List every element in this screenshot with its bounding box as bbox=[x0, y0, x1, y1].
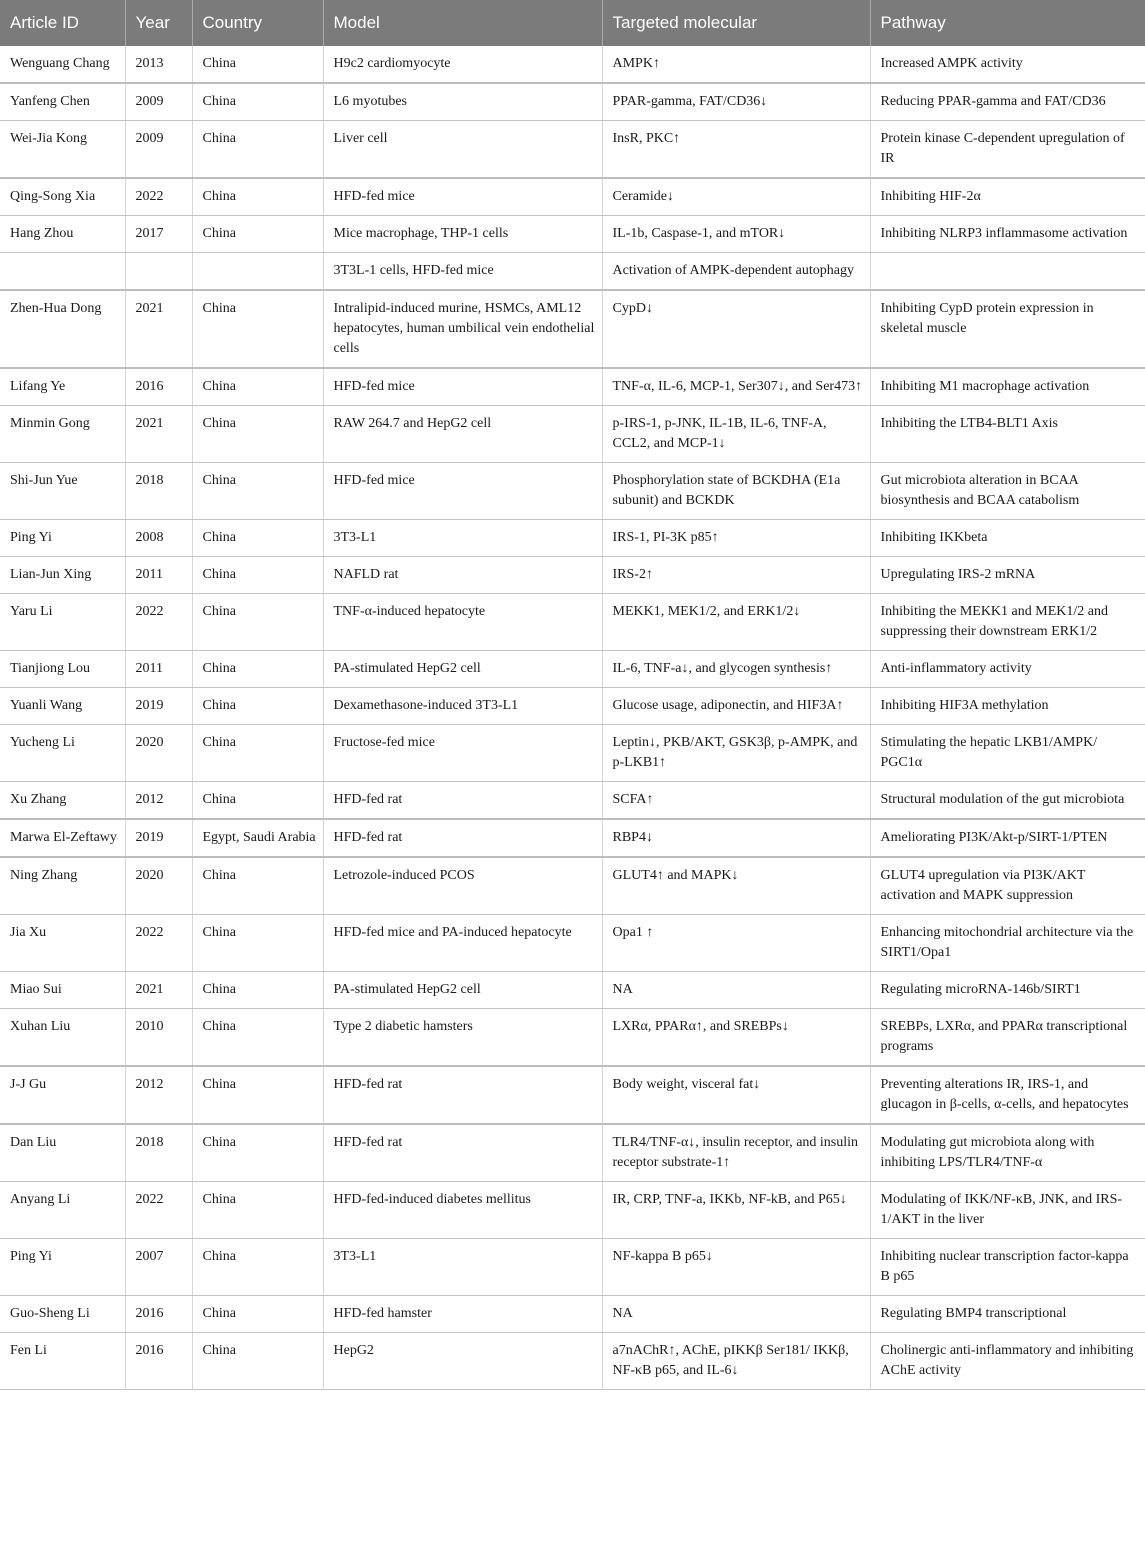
cell-model: HFD-fed rat bbox=[323, 782, 602, 820]
cell-year: 2011 bbox=[125, 651, 192, 688]
cell-country bbox=[192, 253, 323, 291]
cell-article-id: Fen Li bbox=[0, 1333, 125, 1390]
cell-country: China bbox=[192, 463, 323, 520]
header-year: Year bbox=[125, 0, 192, 46]
cell-country: China bbox=[192, 178, 323, 216]
cell-country: China bbox=[192, 368, 323, 406]
cell-year: 2011 bbox=[125, 557, 192, 594]
table-row bbox=[0, 972, 1145, 1009]
cell-article-id: Miao Sui bbox=[0, 972, 125, 1009]
cell-country: China bbox=[192, 216, 323, 253]
cell-targeted-molecular: Opa1 ↑ bbox=[602, 915, 870, 972]
table-row bbox=[0, 1239, 1145, 1296]
cell-targeted-molecular: CypD↓ bbox=[602, 290, 870, 368]
cell-pathway: Stimulating the hepatic LKB1/AMPK/ PGC1α bbox=[870, 725, 1145, 782]
cell-model: RAW 264.7 and HepG2 cell bbox=[323, 406, 602, 463]
cell-country: China bbox=[192, 1009, 323, 1067]
cell-pathway: Reducing PPAR-gamma and FAT/CD36 bbox=[870, 83, 1145, 121]
cell-targeted-molecular: GLUT4↑ and MAPK↓ bbox=[602, 857, 870, 915]
cell-year: 2008 bbox=[125, 520, 192, 557]
cell-year bbox=[125, 253, 192, 291]
table-row bbox=[0, 1333, 1145, 1390]
table-row bbox=[0, 463, 1145, 520]
cell-year: 2022 bbox=[125, 178, 192, 216]
cell-country: Egypt, Saudi Arabia bbox=[192, 819, 323, 857]
cell-article-id: Guo-Sheng Li bbox=[0, 1296, 125, 1333]
cell-article-id: Qing-Song Xia bbox=[0, 178, 125, 216]
table-row bbox=[0, 557, 1145, 594]
cell-model: Mice macrophage, THP-1 cells bbox=[323, 216, 602, 253]
cell-year: 2017 bbox=[125, 216, 192, 253]
cell-year: 2022 bbox=[125, 594, 192, 651]
table-row bbox=[0, 1182, 1145, 1239]
cell-article-id: Yaru Li bbox=[0, 594, 125, 651]
cell-targeted-molecular: Phosphorylation state of BCKDHA (E1a subunit) and BCKDK bbox=[602, 463, 870, 520]
table-row bbox=[0, 1009, 1145, 1067]
cell-year: 2021 bbox=[125, 972, 192, 1009]
cell-country: China bbox=[192, 1124, 323, 1182]
table-row bbox=[0, 819, 1145, 857]
cell-model: TNF-α-induced hepatocyte bbox=[323, 594, 602, 651]
cell-country: China bbox=[192, 83, 323, 121]
cell-targeted-molecular: IRS-2↑ bbox=[602, 557, 870, 594]
cell-targeted-molecular: Ceramide↓ bbox=[602, 178, 870, 216]
cell-year: 2021 bbox=[125, 406, 192, 463]
cell-year: 2013 bbox=[125, 46, 192, 83]
cell-model: Dexamethasone-induced 3T3-L1 bbox=[323, 688, 602, 725]
cell-country: China bbox=[192, 782, 323, 820]
cell-year: 2020 bbox=[125, 725, 192, 782]
header-article-id: Article ID bbox=[0, 0, 125, 46]
table-row bbox=[0, 594, 1145, 651]
cell-article-id: Marwa El-Zeftawy bbox=[0, 819, 125, 857]
cell-targeted-molecular: NA bbox=[602, 972, 870, 1009]
cell-year: 2018 bbox=[125, 1124, 192, 1182]
table-row bbox=[0, 46, 1145, 83]
cell-model: PA-stimulated HepG2 cell bbox=[323, 972, 602, 1009]
cell-article-id: Dan Liu bbox=[0, 1124, 125, 1182]
cell-model: L6 myotubes bbox=[323, 83, 602, 121]
cell-country: China bbox=[192, 688, 323, 725]
cell-country: China bbox=[192, 725, 323, 782]
cell-model: HFD-fed-induced diabetes mellitus bbox=[323, 1182, 602, 1239]
cell-article-id: Jia Xu bbox=[0, 915, 125, 972]
cell-model: HFD-fed rat bbox=[323, 1066, 602, 1124]
cell-article-id: Wei-Jia Kong bbox=[0, 121, 125, 179]
cell-year: 2012 bbox=[125, 1066, 192, 1124]
cell-pathway: Preventing alterations IR, IRS-1, and glucagon in β-cells, α-cells, and hepatocytes bbox=[870, 1066, 1145, 1124]
cell-pathway: Upregulating IRS-2 mRNA bbox=[870, 557, 1145, 594]
cell-targeted-molecular: NA bbox=[602, 1296, 870, 1333]
cell-model: PA-stimulated HepG2 cell bbox=[323, 651, 602, 688]
cell-year: 2016 bbox=[125, 368, 192, 406]
cell-pathway: Cholinergic anti-inflammatory and inhibiting AChE activity bbox=[870, 1333, 1145, 1390]
cell-article-id: Minmin Gong bbox=[0, 406, 125, 463]
cell-article-id: Xu Zhang bbox=[0, 782, 125, 820]
cell-year: 2022 bbox=[125, 915, 192, 972]
cell-model: HFD-fed mice bbox=[323, 368, 602, 406]
cell-country: China bbox=[192, 1296, 323, 1333]
cell-year: 2022 bbox=[125, 1182, 192, 1239]
cell-model: HFD-fed rat bbox=[323, 819, 602, 857]
cell-pathway: Inhibiting nuclear transcription factor-kappa B p65 bbox=[870, 1239, 1145, 1296]
cell-article-id: Lifang Ye bbox=[0, 368, 125, 406]
cell-pathway: Increased AMPK activity bbox=[870, 46, 1145, 83]
cell-country: China bbox=[192, 290, 323, 368]
cell-country: China bbox=[192, 46, 323, 83]
cell-targeted-molecular: Leptin↓, PKB/AKT, GSK3β, p-AMPK, and p-LKB1↑ bbox=[602, 725, 870, 782]
cell-pathway: Inhibiting M1 macrophage activation bbox=[870, 368, 1145, 406]
cell-pathway bbox=[870, 253, 1145, 291]
cell-targeted-molecular: TNF-α, IL-6, MCP-1, Ser307↓, and Ser473↑ bbox=[602, 368, 870, 406]
cell-country: China bbox=[192, 520, 323, 557]
cell-article-id: Zhen-Hua Dong bbox=[0, 290, 125, 368]
table-row bbox=[0, 121, 1145, 179]
cell-country: China bbox=[192, 557, 323, 594]
cell-article-id: Yanfeng Chen bbox=[0, 83, 125, 121]
table-row bbox=[0, 216, 1145, 253]
cell-article-id: Ping Yi bbox=[0, 520, 125, 557]
cell-pathway: Inhibiting HIF3A methylation bbox=[870, 688, 1145, 725]
cell-year: 2019 bbox=[125, 688, 192, 725]
table-row bbox=[0, 1296, 1145, 1333]
cell-pathway: Modulating of IKK/NF-κB, JNK, and IRS-1/AKT in the liver bbox=[870, 1182, 1145, 1239]
table-row bbox=[0, 178, 1145, 216]
cell-targeted-molecular: LXRα, PPARα↑, and SREBPs↓ bbox=[602, 1009, 870, 1067]
header-country: Country bbox=[192, 0, 323, 46]
cell-targeted-molecular: AMPK↑ bbox=[602, 46, 870, 83]
table-row bbox=[0, 83, 1145, 121]
cell-country: China bbox=[192, 1182, 323, 1239]
table-body bbox=[0, 46, 1145, 1390]
cell-targeted-molecular: RBP4↓ bbox=[602, 819, 870, 857]
cell-country: China bbox=[192, 594, 323, 651]
cell-year: 2007 bbox=[125, 1239, 192, 1296]
cell-targeted-molecular: SCFA↑ bbox=[602, 782, 870, 820]
cell-year: 2012 bbox=[125, 782, 192, 820]
table-row bbox=[0, 725, 1145, 782]
cell-model: Fructose-fed mice bbox=[323, 725, 602, 782]
cell-article-id bbox=[0, 253, 125, 291]
cell-pathway: Modulating gut microbiota along with inhibiting LPS/TLR4/TNF-α bbox=[870, 1124, 1145, 1182]
cell-pathway: Inhibiting HIF-2α bbox=[870, 178, 1145, 216]
table-row bbox=[0, 520, 1145, 557]
cell-country: China bbox=[192, 857, 323, 915]
cell-model: HFD-fed hamster bbox=[323, 1296, 602, 1333]
cell-country: China bbox=[192, 1239, 323, 1296]
cell-year: 2018 bbox=[125, 463, 192, 520]
cell-article-id: Tianjiong Lou bbox=[0, 651, 125, 688]
cell-targeted-molecular: IL-1b, Caspase-1, and mTOR↓ bbox=[602, 216, 870, 253]
cell-year: 2016 bbox=[125, 1296, 192, 1333]
cell-year: 2010 bbox=[125, 1009, 192, 1067]
cell-targeted-molecular: IR, CRP, TNF-a, IKKb, NF-kB, and P65↓ bbox=[602, 1182, 870, 1239]
cell-model: Type 2 diabetic hamsters bbox=[323, 1009, 602, 1067]
table-row bbox=[0, 857, 1145, 915]
cell-model: HFD-fed mice bbox=[323, 463, 602, 520]
cell-targeted-molecular: IRS-1, PI-3K p85↑ bbox=[602, 520, 870, 557]
cell-year: 2021 bbox=[125, 290, 192, 368]
cell-model: Letrozole-induced PCOS bbox=[323, 857, 602, 915]
cell-pathway: Inhibiting the LTB4-BLT1 Axis bbox=[870, 406, 1145, 463]
cell-country: China bbox=[192, 406, 323, 463]
cell-year: 2009 bbox=[125, 121, 192, 179]
cell-targeted-molecular: Body weight, visceral fat↓ bbox=[602, 1066, 870, 1124]
cell-country: China bbox=[192, 1066, 323, 1124]
cell-article-id: Yuanli Wang bbox=[0, 688, 125, 725]
cell-pathway: Inhibiting CypD protein expression in skeletal muscle bbox=[870, 290, 1145, 368]
cell-targeted-molecular: Activation of AMPK-dependent autophagy bbox=[602, 253, 870, 291]
cell-targeted-molecular: MEKK1, MEK1/2, and ERK1/2↓ bbox=[602, 594, 870, 651]
table-row bbox=[0, 915, 1145, 972]
cell-model: NAFLD rat bbox=[323, 557, 602, 594]
cell-article-id: Hang Zhou bbox=[0, 216, 125, 253]
cell-pathway: Gut microbiota alteration in BCAA biosynthesis and BCAA catabolism bbox=[870, 463, 1145, 520]
cell-article-id: Xuhan Liu bbox=[0, 1009, 125, 1067]
cell-pathway: Regulating microRNA-146b/SIRT1 bbox=[870, 972, 1145, 1009]
cell-targeted-molecular: Glucose usage, adiponectin, and HIF3A↑ bbox=[602, 688, 870, 725]
cell-pathway: Structural modulation of the gut microbiota bbox=[870, 782, 1145, 820]
header-model: Model bbox=[323, 0, 602, 46]
table-row bbox=[0, 1124, 1145, 1182]
header-row bbox=[0, 0, 1145, 46]
table-header bbox=[0, 0, 1145, 46]
table-row bbox=[0, 782, 1145, 820]
cell-pathway: Protein kinase C-dependent upregulation of IR bbox=[870, 121, 1145, 179]
table-row bbox=[0, 688, 1145, 725]
table-row bbox=[0, 368, 1145, 406]
cell-model: HFD-fed rat bbox=[323, 1124, 602, 1182]
cell-country: China bbox=[192, 1333, 323, 1390]
cell-model: Liver cell bbox=[323, 121, 602, 179]
cell-year: 2020 bbox=[125, 857, 192, 915]
cell-country: China bbox=[192, 972, 323, 1009]
cell-article-id: Ning Zhang bbox=[0, 857, 125, 915]
table-row bbox=[0, 290, 1145, 368]
cell-targeted-molecular: p-IRS-1, p-JNK, IL-1B, IL-6, TNF-A, CCL2, and MCP-1↓ bbox=[602, 406, 870, 463]
cell-article-id: Yucheng Li bbox=[0, 725, 125, 782]
cell-model: 3T3L-1 cells, HFD-fed mice bbox=[323, 253, 602, 291]
cell-article-id: Lian-Jun Xing bbox=[0, 557, 125, 594]
cell-model: HepG2 bbox=[323, 1333, 602, 1390]
cell-targeted-molecular: a7nAChR↑, AChE, pIKKβ Ser181/ IKKβ, NF-κB p65, and IL-6↓ bbox=[602, 1333, 870, 1390]
table-row bbox=[0, 253, 1145, 291]
cell-pathway: Inhibiting IKKbeta bbox=[870, 520, 1145, 557]
cell-country: China bbox=[192, 915, 323, 972]
table-row bbox=[0, 651, 1145, 688]
cell-year: 2016 bbox=[125, 1333, 192, 1390]
header-targeted-molecular: Targeted molecular bbox=[602, 0, 870, 46]
cell-targeted-molecular: InsR, PKC↑ bbox=[602, 121, 870, 179]
cell-targeted-molecular: IL-6, TNF-a↓, and glycogen synthesis↑ bbox=[602, 651, 870, 688]
cell-model: HFD-fed mice bbox=[323, 178, 602, 216]
cell-year: 2009 bbox=[125, 83, 192, 121]
cell-article-id: Wenguang Chang bbox=[0, 46, 125, 83]
cell-model: HFD-fed mice and PA-induced hepatocyte bbox=[323, 915, 602, 972]
cell-pathway: Regulating BMP4 transcriptional bbox=[870, 1296, 1145, 1333]
cell-article-id: Anyang Li bbox=[0, 1182, 125, 1239]
cell-model: H9c2 cardiomyocyte bbox=[323, 46, 602, 83]
cell-article-id: Shi-Jun Yue bbox=[0, 463, 125, 520]
table-row bbox=[0, 1066, 1145, 1124]
cell-model: Intralipid-induced murine, HSMCs, AML12 hepatocytes, human umbilical vein endothelial cells bbox=[323, 290, 602, 368]
cell-targeted-molecular: PPAR-gamma, FAT/CD36↓ bbox=[602, 83, 870, 121]
cell-pathway: Ameliorating PI3K/Akt-p/SIRT-1/PTEN bbox=[870, 819, 1145, 857]
cell-article-id: Ping Yi bbox=[0, 1239, 125, 1296]
header-pathway: Pathway bbox=[870, 0, 1145, 46]
cell-model: 3T3-L1 bbox=[323, 520, 602, 557]
cell-year: 2019 bbox=[125, 819, 192, 857]
cell-targeted-molecular: NF-kappa B p65↓ bbox=[602, 1239, 870, 1296]
cell-pathway: Enhancing mitochondrial architecture via the SIRT1/Opa1 bbox=[870, 915, 1145, 972]
cell-article-id: J-J Gu bbox=[0, 1066, 125, 1124]
cell-targeted-molecular: TLR4/TNF-α↓, insulin receptor, and insulin receptor substrate-1↑ bbox=[602, 1124, 870, 1182]
cell-pathway: Anti-inflammatory activity bbox=[870, 651, 1145, 688]
cell-pathway: SREBPs, LXRα, and PPARα transcriptional programs bbox=[870, 1009, 1145, 1067]
cell-pathway: GLUT4 upregulation via PI3K/AKT activation and MAPK suppression bbox=[870, 857, 1145, 915]
cell-country: China bbox=[192, 651, 323, 688]
cell-pathway: Inhibiting NLRP3 inflammasome activation bbox=[870, 216, 1145, 253]
cell-model: 3T3-L1 bbox=[323, 1239, 602, 1296]
table-row bbox=[0, 406, 1145, 463]
cell-pathway: Inhibiting the MEKK1 and MEK1/2 and suppressing their downstream ERK1/2 bbox=[870, 594, 1145, 651]
cell-country: China bbox=[192, 121, 323, 179]
